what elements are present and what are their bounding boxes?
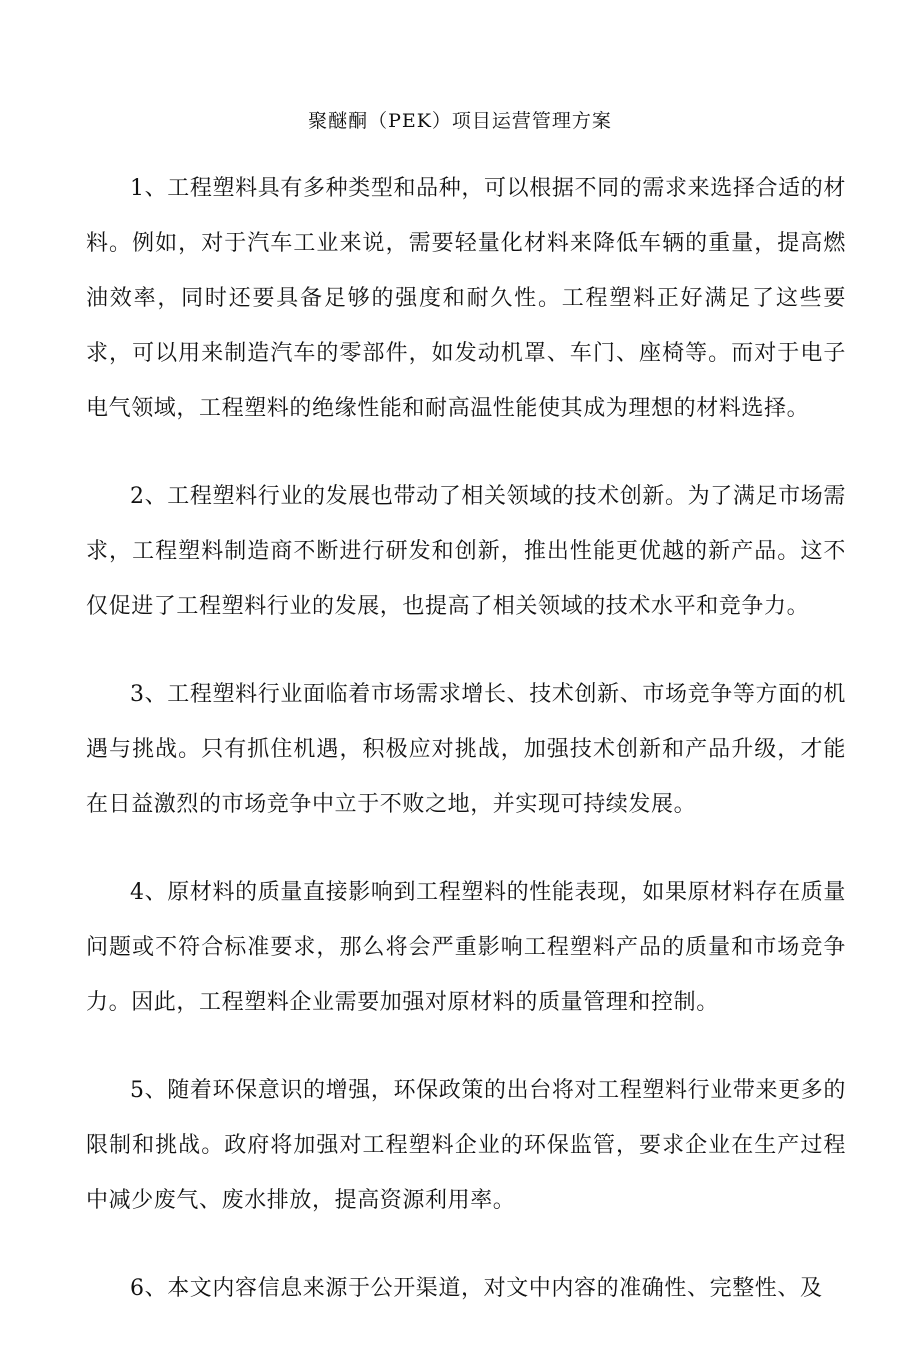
document-title: 聚醚酮（PEK）项目运营管理方案: [308, 110, 612, 132]
document-body: [86, 161, 846, 1349]
paragraph-6: 6、本文内容信息来源于公开渠道，对文中内容的准确性、完整性、及: [130, 1276, 823, 1301]
paragraph-3: 3、工程塑料行业面临着市场需求增长、技术创新、市场竞争等方面的机遇与挑战。只有抓住机遇，积极应对挑战，加强技术创新和产品升级，才能在日益激烈的市场竞争中立于不败之地，并实现可持续发展。: [86, 682, 846, 817]
paragraph-1: 1、工程塑料具有多种类型和品种，可以根据不同的需求来选择合适的材料。例如，对于汽车工业来说，需要轻量化材料来降低车辆的重量，提高燃油效率，同时还要具备足够的强度和耐久性。工程塑料正好满足了这些要求，可以用来制造汽车的零部件，如发动机罩、车门、座椅等。而对于电子电气领域，工程塑料的绝缘性能和耐高温性能使其成为理想的材料选择。: [86, 176, 846, 421]
paragraph-4: 4、原材料的质量直接影响到工程塑料的性能表现，如果原材料存在质量问题或不符合标准要求，那么将会严重影响工程塑料产品的质量和市场竞争力。因此，工程塑料企业需要加强对原材料的质量管理和控制。: [86, 880, 846, 1015]
paragraph-5: 5、随着环保意识的增强，环保政策的出台将对工程塑料行业带来更多的限制和挑战。政府将加强对工程塑料企业的环保监管，要求企业在生产过程中减少废气、废水排放，提高资源利用率。: [86, 1078, 846, 1213]
paragraph-2: 2、工程塑料行业的发展也带动了相关领域的技术创新。为了满足市场需求，工程塑料制造商不断进行研发和创新，推出性能更优越的新产品。这不仅促进了工程塑料行业的发展，也提高了相关领域的技术水平和竞争力。: [86, 484, 846, 619]
